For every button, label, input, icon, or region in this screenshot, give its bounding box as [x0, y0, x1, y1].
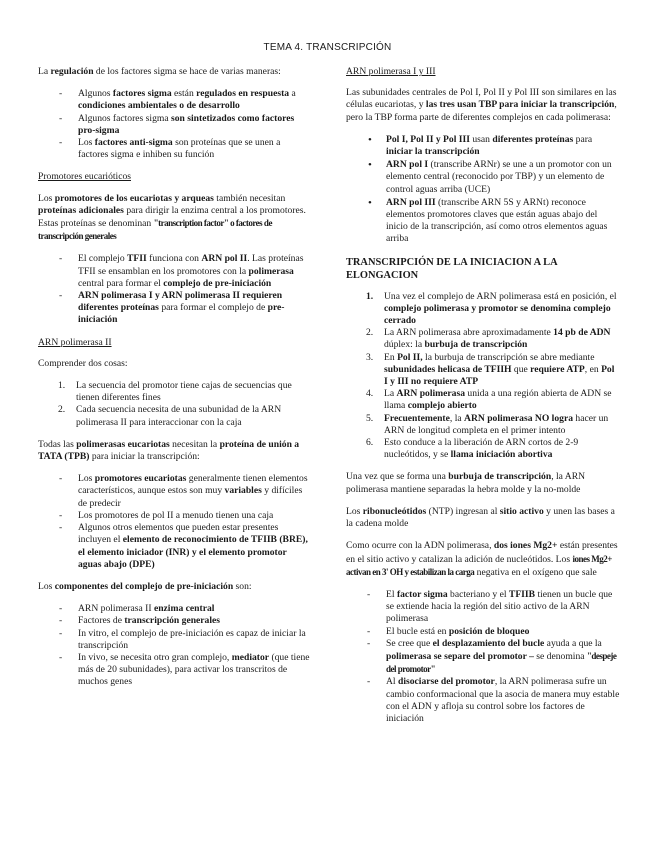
list-item: - ARN polimerasa II enzima central — [38, 603, 310, 615]
polimerasas-list — [346, 134, 620, 246]
list-item: - El complejo TFII funciona con ARN pol II. Las proteínas TFII se ensamblan en los promotores con la polimerasa central para formar el complejo de pre-iniciación — [38, 253, 310, 290]
list-item: 4. La ARN polimerasa unida a una región abierta de ADN se llama complejo abierto — [366, 388, 612, 412]
heading-promotores: Promotores eucarióticos — [38, 171, 131, 183]
list-item: - In vivo, se necesita otro gran complejo, mediator (que tiene más de 20 subunidades), para activar los transcritos de muchos genes — [38, 652, 310, 689]
componentes-list — [38, 603, 310, 688]
bucle-list — [346, 589, 620, 725]
list-item: 3. En Pol II, la burbuja de transcripción se abre mediante subunidades helicasa de TFIIH que requiere ATP, en Pol I y III no requiere ATP — [366, 351, 615, 388]
list-item: - El factor sigma bacteriano y el TFIIB tienen un bucle que se extiende hacia la región del sitio activo de la ARN polimerasa — [346, 589, 620, 626]
list-item: - Algunos factores sigma son sintetizados como factores pro-sigma — [38, 113, 310, 137]
list-item: 2. Cada secuencia necesita de una subunidad de la ARN polimerasa II para interaccionar con la caja — [58, 404, 282, 428]
right-column — [346, 66, 620, 735]
tfii-list — [38, 253, 310, 326]
list-item: - El bucle está en posición de bloqueo — [346, 626, 620, 638]
list-item: - Factores de transcripción generales — [38, 615, 310, 627]
page-title: TEMA 4. TRANSCRIPCIÓN — [263, 42, 392, 53]
list-item: - Los promotores de pol II a menudo tienen una caja — [38, 510, 310, 522]
paragraph-tbp: Todas las polimerasas eucariotas necesitan la proteína de unión a TATA (TPB) para iniciar la transcripción: — [38, 438, 300, 463]
list-item: - Al disociarse del promotor, la ARN polimerasa sufre un cambio conformacional que la asocia de manera muy estable con el ADN y afloja su control sobre los factores de iniciación — [346, 676, 620, 725]
list-item: - ARN polimerasa I y ARN polimerasa II requieren diferentes proteínas para formar el complejo de pre-iniciación — [38, 290, 310, 327]
paragraph-burbuja: Una vez que se forma una burbuja de transcripción, la ARN polimerasa mantiene separadas la hebra molde y la no-molde — [346, 471, 586, 495]
list-item: - Algunos factores sigma están regulados en respuesta a condiciones ambientales o de desarrollo — [38, 88, 310, 112]
list-item: - Los factores anti-sigma son proteínas que se unen a factores sigma e inhiben su función — [38, 137, 310, 161]
list-item: • Pol I, Pol II y Pol III usan diferentes proteínas para iniciar la transcripción — [346, 134, 620, 158]
list-item: - Se cree que el desplazamiento del bucle ayuda a que la polimerasa se separe del promotor – se denomina "despeje del promotor" — [346, 638, 620, 677]
heading-transcripcion: TRANSCRIPCIÓN DE LA INICIACION A LA ELONGACION — [346, 256, 558, 281]
paragraph-sigma-regulation: La regulación de los factores sigma se hace de varias maneras: — [38, 66, 281, 77]
comprender-list — [38, 380, 310, 429]
iniciacion-steps-list — [346, 291, 620, 462]
list-item: • ARN pol I (transcribe ARNr) se une a un promotor con un elemento central (reconocido por TBP) y un elemento de control aguas arriba (UCE) — [346, 159, 620, 196]
heading-arn-pol-ii: ARN polimerasa II — [38, 336, 112, 348]
paragraph-mg2: Como ocurre con la ADN polimerasa, dos iones Mg2+ están presentes en el sitio activo y catalizan la adición de nucleótidos. Los iones Mg2+ activan en 3' OH y estabilizan la carga negativa en el oxígeno que sale — [346, 540, 618, 578]
list-item: - Algunos otros elementos que pueden estar presentes incluyen el elemento de reconocimiento de TFIIB (BRE), el elemento iniciador (INR) y el elemento promotor aguas abajo (DPE) — [38, 522, 310, 571]
sigma-regulation-list — [38, 88, 310, 161]
list-item: • ARN pol III (transcribe ARN 5S y ARNt) reconoce elementos promotores claves que están aguas abajo del inicio de la transcripción, así como otros elementos aguas arriba — [346, 197, 620, 246]
paragraph-ribonucleotidos: Los ribonucleótidos (NTP) ingresan al sitio activo y unen las bases a la cadena molde — [346, 505, 615, 530]
list-item: 1. La secuencia del promotor tiene cajas de secuencias que tienen diferentes fines — [58, 380, 292, 404]
list-item: - Los promotores eucariotas generalmente tienen elementos característicos, aunque estos son muy variables y difíciles de predecir — [38, 473, 310, 510]
paragraph-comprender: Comprender dos cosas: — [38, 357, 128, 369]
list-item: - In vitro, el complejo de pre-iniciación es capaz de iniciar la transcripción — [38, 628, 310, 652]
list-item: 1. Una vez el complejo de ARN polimerasa está en posición, el complejo polimerasa y promotor se denomina complejo cerrado — [366, 290, 617, 327]
left-column — [38, 66, 310, 699]
paragraph-componentes: Los componentes del complejo de pre-iniciación son: — [38, 580, 252, 592]
list-item: 2. La ARN polimerasa abre aproximadamente 14 pb de ADN dúplex: la burbuja de transcripción — [366, 327, 611, 351]
heading-arn-pol-i-iii: ARN polimerasa I y III — [346, 66, 436, 77]
promotores-list — [38, 473, 310, 571]
list-item: 6. Esto conduce a la liberación de ARN cortos de 2-9 nucleótidos, y se llama iniciación abortiva — [366, 437, 579, 461]
list-item: 5. Frecuentemente, la ARN polimerasa NO logra hacer un ARN de longitud completa en el primer intento — [366, 412, 609, 436]
paragraph-subunidades: Las subunidades centrales de Pol I, Pol II y Pol III son similares en las células eucariotas, y las tres usan TBP para iniciar la transcripción, pero la TBP forma parte de diferentes complejos en cada polimerasa: — [346, 87, 617, 123]
paragraph-promotores: Los promotores de los eucariotas y arqueas también necesitan proteínas adicionales para dirigir la enzima central a los promotores. Estas proteínas se denominan "transcription factor" o factores de transcripción generales — [38, 192, 306, 242]
